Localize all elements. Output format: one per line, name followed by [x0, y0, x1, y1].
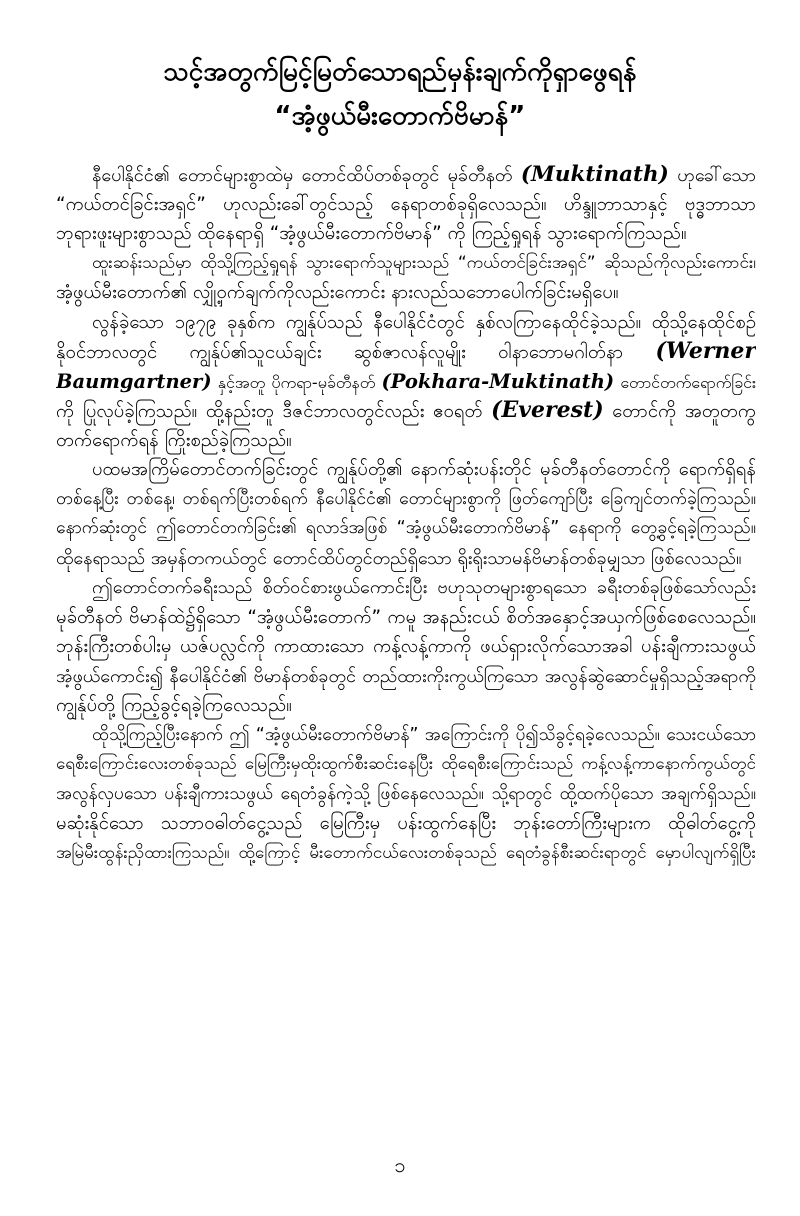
text-line: [56, 691, 756, 721]
latin-term: (Muktinath): [520, 162, 669, 187]
text-line: [56, 544, 756, 574]
text-segment: အလွန်လှပသော ပန်းချီကားသဖွယ် ရေတံခွန်ကဲ့သို့ ဖြစ်နေလေသည်။ သို့ရာတွင် ထို့ထက်ပိုသော အချက်ရှိသည်။: [56, 783, 756, 804]
text-line: [56, 219, 756, 249]
text-segment: ဘုန်းကြီးတစ်ပါးမှ ယဇ်ပလ္လင်ကို ကာထားသော ကန့်လန့်ကာကို ဖယ်ရှားလိုက်သောအခါ ပန်းချီကားသဖွယ်: [56, 636, 756, 657]
text-segment: ရေစီးကြောင်းလေးတစ်ခုသည် မြေကြီးမှထိုးထွက်စီးဆင်းနေပြီး ထိုရေစီးကြောင်းသည် ကန့်လန့်ကာနောက်ကွယ်တွင်: [56, 754, 756, 774]
text-segment: ပထမအကြိမ်တောင်တက်ခြင်းတွင် ကျွန်ုပ်တို့၏ နောက်ဆုံးပန်းတိုင် မုခ်တီနတ်တောင်ကို ရောက်ရှိရန်: [92, 459, 756, 480]
text-line: [56, 780, 756, 810]
page-number: ၁: [394, 1153, 406, 1177]
text-segment: တက်ရောက်ရန် ကြိုးစည်ခဲ့ကြသည်။: [56, 429, 292, 451]
text-line: [56, 190, 756, 220]
text-line: [56, 455, 756, 485]
text-segment: ထိုနေရာသည် အမှန်တကယ်တွင် တောင်ထိပ်တွင်တည်ရှိသော ရိုးရိုးသာမန်ဗိမာန်တစ်ခုမျှသာ ဖြစ်လေသည်။: [56, 547, 742, 569]
text-segment: ကျွန်ုပ်တို့ ကြည့်ခွင့်ရခဲ့ကြလေသည်။: [56, 695, 292, 716]
body-text: [56, 160, 756, 868]
text-segment: ဟုခေါ်သော: [668, 165, 756, 186]
latin-term: Baumgartner): [56, 369, 212, 393]
text-line: [56, 308, 756, 338]
text-segment: အမြဲမီးထွန်းညှိထားကြသည်။ ထို့ကြောင့် မီးတောက်ငယ်လေးတစ်ခုသည် ရေတံခွန်စီးဆင်းရာတွင် မှောပါလျက်ရှိပြီး: [56, 842, 756, 863]
latin-term: (Pokhara-Muktinath): [381, 369, 615, 393]
text-segment: အံ့ဖွယ်ကောင်း၍ နီပေါနိုင်ငံ၏ ဗိမာန်တစ်ခုတွင် တည်ထားကိုးကွယ်ကြသော အလွန်ဆွဲဆောင်မှုရှိသည့်အရာကို: [56, 665, 756, 687]
text-segment: “ကယ်တင်ခြင်းအရှင်” ဟုလည်းခေါ်တွင်သည့် နေရာတစ်ခုရှိလေသည်။ ဟိန္ဒူဘာသာနှင့် ဗုဒ္ဓဘာသာ: [56, 193, 756, 215]
text-line: [56, 426, 756, 456]
text-line: [56, 160, 756, 190]
text-segment: တောင်တက်ရောက်ခြင်း: [614, 372, 756, 392]
text-segment: နိုဝင်ဘာလတွင် ကျွန်ုပ်၏သူငယ်ချင်း ဆွစ်ဇာလန်လူမျိုး ဝါနာဘောမဂါတ်နာ: [56, 342, 656, 363]
text-segment: ဤတောင်တက်ခရီးသည် စိတ်ဝင်စားဖွယ်ကောင်းပြီး ဗဟုသုတများစွာရသော ခရီးတစ်ခုဖြစ်သော်လည်း: [92, 577, 756, 598]
text-segment: လွန်ခဲ့သော ၁၉၇၉ ခုနှစ်က ကျွန်ုပ်သည် နီပေါနိုင်ငံတွင် နှစ်လကြာနေထိုင်ခဲ့သည်။ ထိုသို့နေထိုင်စဉ်: [92, 311, 756, 333]
text-segment: ကို ပြုလုပ်ခဲ့ကြသည်။ ထို့နည်းတူ ဒီဇင်ဘာလတွင်လည်း ဧဝရတ်: [56, 401, 492, 422]
text-line: [56, 485, 756, 515]
text-line: [56, 396, 756, 426]
text-segment: နောက်ဆုံးတွင် ဤတောင်တက်ခြင်း၏ ရလာဒ်အဖြစ် “အံ့ဖွယ်မီးတောက်ဗိမာန်” နေရာကို တွေ့ခွင့်ရခဲ့ကြသည်။: [56, 518, 756, 538]
latin-term: (Everest): [491, 397, 604, 423]
text-line: [56, 750, 756, 780]
text-segment: တောင်ကို အတူတကွ: [603, 401, 756, 422]
text-segment: နီပေါနိုင်ငံ၏ တောင်များစွာထဲမှ တောင်ထိပ်တစ်ခုတွင် မုခ်တီနတ်: [92, 165, 521, 186]
text-line: [56, 337, 756, 367]
text-line: [56, 839, 756, 869]
text-segment: တစ်နေ့ပြီး တစ်နေ့၊ တစ်ရက်ပြီးတစ်ရက် နီပေါနိုင်ငံ၏ တောင်များစွာကို ဖြတ်ကျော်ပြီး ခြေကျင်တက်ခဲ့ကြသည်။: [56, 488, 756, 509]
document-header: [40, 50, 760, 138]
page-title: သင့်အတွက်မြင့်မြတ်သောရည်မှန်းချက်ကိုရှာဖွေရန်: [163, 57, 637, 87]
text-line: [56, 721, 756, 751]
page-subtitle: “အံ့ဖွယ်မီးတောက်ဗိမာန်”: [274, 101, 526, 131]
text-segment: မဆုံးနိုင်သော သဘာဝဓါတ်ငွေ့သည် မြေကြီးမှ ပန်းထွက်နေပြီး ဘုန်းတော်ကြီးများက ထိုဓါတ်ငွေ့ကို: [56, 813, 756, 834]
text-line: [56, 249, 756, 279]
text-segment: ထူးဆန်းသည်မှာ ထိုသို့ကြည့်ရှုရန် သွားရောက်သူများသည် “ကယ်တင်ခြင်းအရှင်” ဆိုသည်ကိုလည်းကောင်း၊: [92, 252, 756, 273]
text-line: [56, 809, 756, 839]
text-line: [56, 662, 756, 692]
text-segment: နှင့်အတူ ပိုကရာ-မုခ်တီနတ်: [211, 372, 382, 392]
text-line: [56, 632, 756, 662]
text-segment: ထိုသို့ကြည့်ပြီးနောက် ဤ “အံ့ဖွယ်မီးတောက်ဗိမာန်” အကြောင်းကို ပို၍သိခွင့်ရခဲ့လေသည်။ သေးငယ်သော: [92, 724, 756, 745]
text-segment: မုခ်တီနတ် ဗိမာန်ထဲ၌ရှိသော “အံ့ဖွယ်မီးတောက်” ကမူ အနည်းငယ် စိတ်အနှောင့်အယှက်ဖြစ်စေလေသည်။: [56, 606, 756, 628]
text-segment: အံ့ဖွယ်မီးတောက်၏ လျှို့ဝှက်ချက်ကိုလည်းကောင်း နားလည်သဘောပေါက်ခြင်းမရှိပေ။: [56, 282, 619, 303]
latin-term: (Werner: [655, 338, 756, 364]
text-line: [56, 367, 756, 397]
text-segment: ဘုရားဖူးများစွာသည် ထိုနေရာရှိ “အံ့ဖွယ်မီးတောက်ဗိမာန်” ကို ကြည့်ရှုရန် သွားရောက်ကြသည်။: [56, 223, 687, 244]
text-line: [56, 514, 756, 544]
text-line: [56, 573, 756, 603]
text-line: [56, 278, 756, 308]
text-line: [56, 603, 756, 633]
